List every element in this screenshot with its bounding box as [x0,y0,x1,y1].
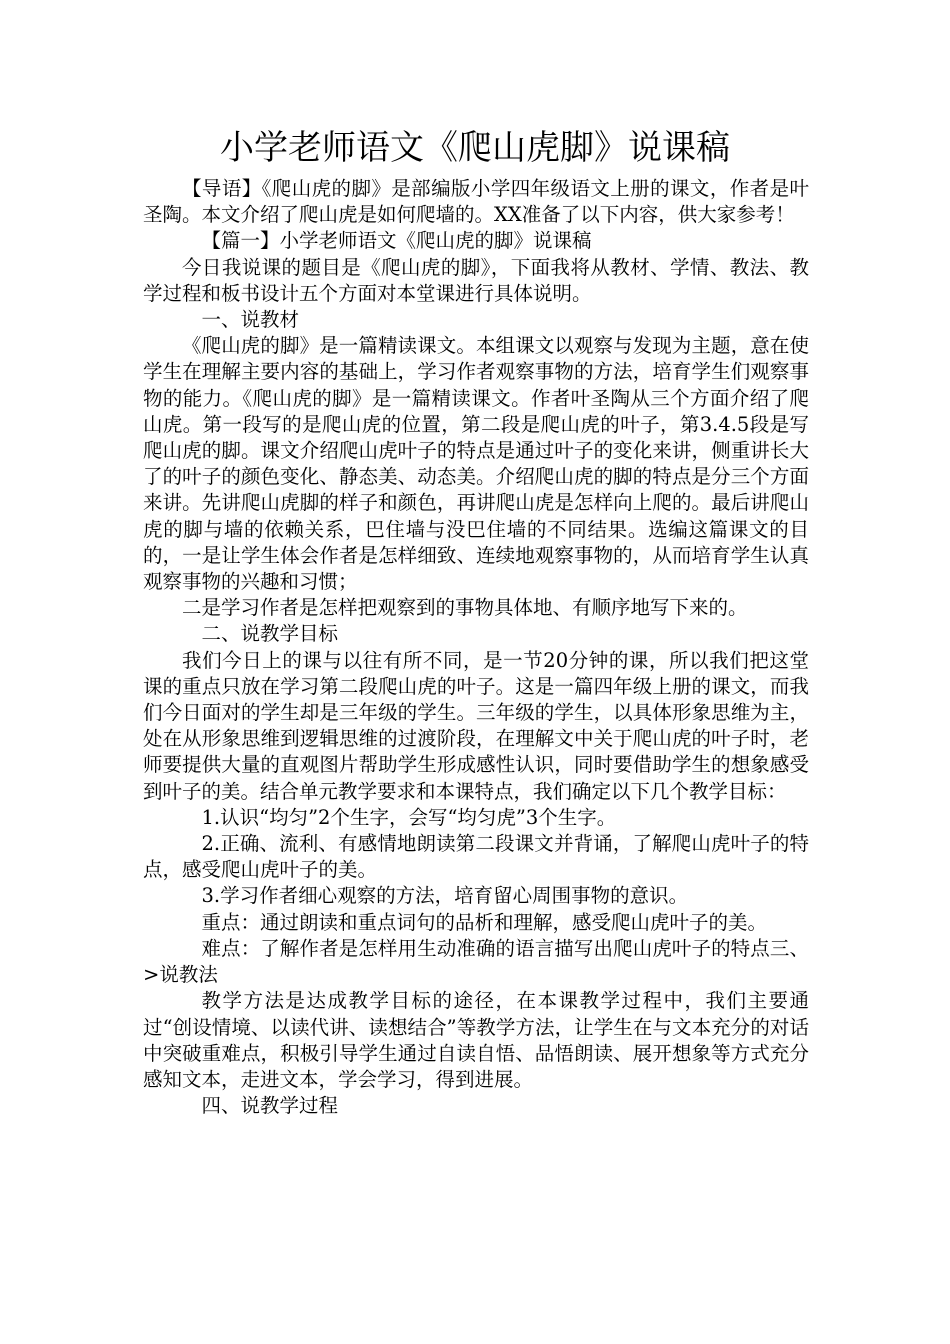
objective-item: 1.认识“均匀”2个生字，会写“均匀虎”3个生字。 [201,805,617,829]
section-heading: 【篇一】小学老师语文《爬山虎的脚》说课稿 [201,229,592,253]
section-heading: 二、说教学目标 [201,622,339,646]
intro-paragraph: 【导语】《爬山虎的脚》是部编版小学四年级语文上册的课文，作者是叶圣陶。本文介绍了爬山虎是如何爬墙的。XX准备了以下内容，供大家参考！ [143,177,809,227]
section-heading: 四、说教学过程 [201,1094,339,1118]
objective-item: 3.学习作者细心观察的方法，培育留心周围事物的意识。 [201,884,689,908]
section-heading: 一、说教材 [201,308,300,332]
difficult-point: 难点：了解作者是怎样用生动准确的语言描写出爬山虎叶子的特点三、>说教法 [143,936,809,987]
objective-item: 2.正确、流利、有感情地朗读第二段课文并背诵，了解爬山虎叶子的特点，感受爬山虎叶子的美。 [143,832,809,882]
document-title: 小学老师语文《爬山虎脚》说课稿 [220,128,730,168]
document-body [143,176,809,1119]
body-paragraph: 二是学习作者是怎样把观察到的事物具体地、有顺序地写下来的。 [182,596,748,620]
body-paragraph: 教学方法是达成教学目标的途径，在本课教学过程中，我们主要通过“创设情境、以读代讲、读想结合”等教学方法，让学生在与文本充分的对话中突破重难点，积极引导学生通过自读自悟、品悟朗读、展开想象等方式充分感知文本，走进文本，学会学习，得到进展。 [143,989,809,1091]
body-paragraph: 《爬山虎的脚》是一篇精读课文。本组课文以观察与发现为主题，意在使学生在理解主要内容的基础上，学习作者观察事物的方法，培育学生们观察事物的能力。《爬山虎的脚》是一篇精读课文。作者叶圣陶从三个方面介绍了爬山虎。第一段写的是爬山虎的位置，第二段是爬山虎的叶子，第3.4.5段是写爬山虎的脚。课文介绍爬山虎叶子的特点是通过叶子的变化来讲，侧重讲长大了的叶子的颜色变化、静态美、动态美。介绍爬山虎的脚的特点是分三个方面来讲。先讲爬山虎脚的样子和颜色，再讲爬山虎是怎样向上爬的。最后讲爬山虎的脚与墙的依赖关系，巴住墙与没巴住墙的不同结果。选编这篇课文的目的，一是让学生体会作者是怎样细致、连续地观察事物的，从而培育学生认真观察事物的兴趣和习惯； [143,334,809,594]
key-point: 重点：通过朗读和重点词句的品析和理解，感受爬山虎叶子的美。 [201,910,768,934]
body-paragraph: 今日我说课的题目是《爬山虎的脚》，下面我将从教材、学情、教法、教学过程和板书设计五个方面对本堂课进行具体说明。 [143,255,809,305]
body-paragraph: 我们今日上的课与以往有所不同，是一节20分钟的课，所以我们把这堂课的重点只放在学习第二段爬山虎的叶子。这是一篇四年级上册的课文，而我们今日面对的学生却是三年级的学生。三年级的学生，以具体形象思维为主，处在从形象思维到逻辑思维的过渡阶段，在理解文中关于爬山虎的叶子时，老师要提供大量的直观图片帮助学生形成感性认识，同时要借助学生的想象感受到叶子的美。结合单元教学要求和本课特点，我们确定以下几个教学目标： [143,648,809,803]
